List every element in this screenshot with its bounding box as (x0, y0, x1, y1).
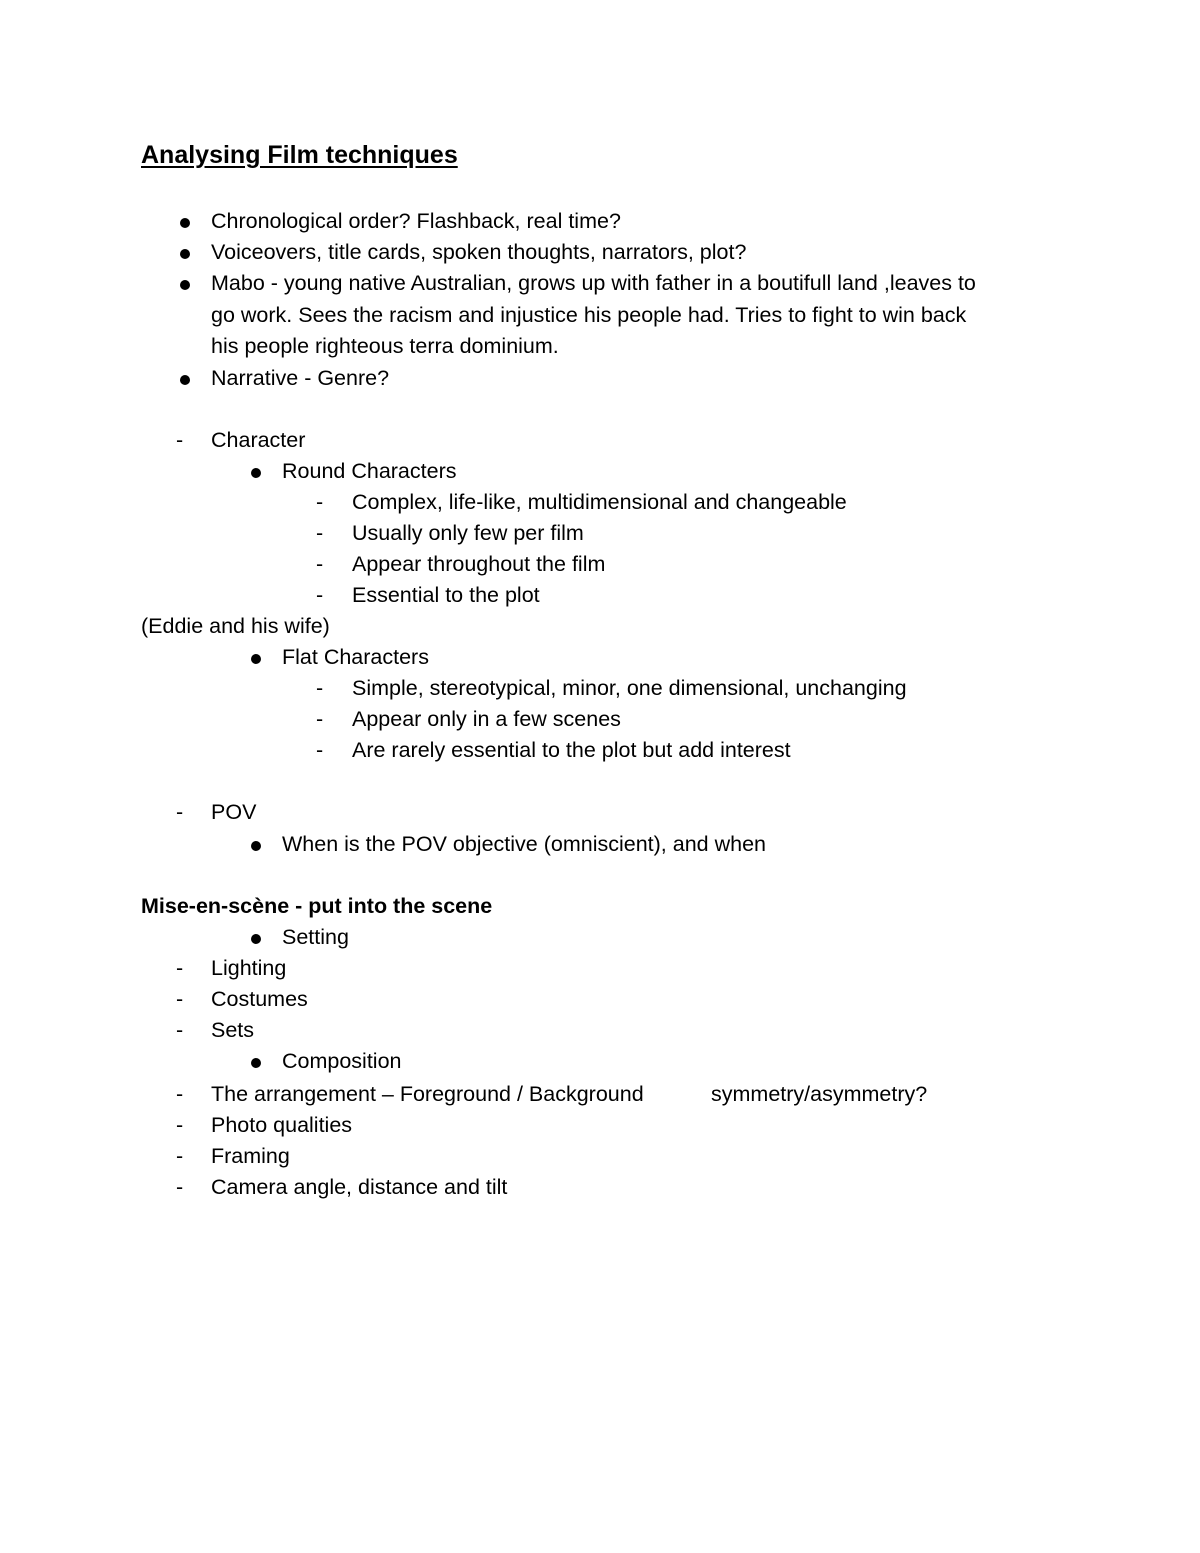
flat-point: Are rarely essential to the plot but add interest (352, 738, 791, 762)
round-characters-label: Round Characters (282, 459, 457, 483)
dash-marker: - (316, 676, 324, 700)
pov-heading: POV (211, 800, 257, 824)
intro-bullet-text-continued: his people righteous terra dominium. (211, 334, 559, 358)
intro-bullet-text: Mabo - young native Australian, grows up with father in a boutifull land ,leaves to (211, 271, 976, 295)
intro-bullet-text: Narrative - Genre? (211, 366, 390, 390)
dash-marker: - (316, 490, 324, 514)
dash-marker: - (316, 521, 324, 545)
flat-point: Appear only in a few scenes (352, 707, 621, 731)
intro-bullet-text: Voiceovers, title cards, spoken thoughts, narrators, plot? (211, 240, 747, 264)
arrangement-extra-text: symmetry/asymmetry? (711, 1082, 928, 1106)
composition-point: Framing (211, 1144, 290, 1168)
bullet-icon (251, 934, 261, 944)
dash-marker: - (316, 738, 324, 762)
document-title: Analysing Film techniques (141, 141, 458, 169)
setting-point: Lighting (211, 956, 287, 980)
setting-point: Sets (211, 1018, 255, 1042)
dash-marker: - (176, 800, 184, 824)
round-point: Usually only few per film (352, 521, 584, 545)
character-note: (Eddie and his wife) (141, 614, 330, 638)
flat-point: Simple, stereotypical, minor, one dimensional, unchanging (352, 676, 907, 700)
intro-bullet-text-continued: go work. Sees the racism and injustice his people had. Tries to fight to win back (211, 303, 967, 327)
bullet-icon (180, 218, 190, 228)
dash-marker: - (176, 1082, 184, 1106)
bullet-icon (180, 375, 190, 385)
mise-en-scene-heading: Mise-en-scène - put into the scene (141, 894, 493, 918)
dash-marker: - (176, 987, 184, 1011)
setting-point: Costumes (211, 987, 308, 1011)
dash-marker: - (316, 552, 324, 576)
dash-marker: - (176, 1175, 184, 1199)
dash-marker: - (316, 707, 324, 731)
bullet-icon (251, 841, 261, 851)
arrangement-text: The arrangement – Foreground / Background (211, 1082, 644, 1106)
round-point: Appear throughout the film (352, 552, 606, 576)
round-point: Essential to the plot (352, 583, 540, 607)
dash-marker: - (176, 956, 184, 980)
character-heading: Character (211, 428, 306, 452)
bullet-icon (251, 654, 261, 664)
dash-marker: - (176, 1144, 184, 1168)
composition-point: Photo qualities (211, 1113, 353, 1137)
dash-marker: - (176, 428, 184, 452)
bullet-icon (251, 1058, 261, 1068)
bullet-icon (251, 468, 261, 478)
bullet-icon (180, 249, 190, 259)
composition-point: Camera angle, distance and tilt (211, 1175, 508, 1199)
dash-marker: - (316, 583, 324, 607)
dash-marker: - (176, 1113, 184, 1137)
composition-label: Composition (282, 1049, 402, 1073)
bullet-icon (180, 280, 190, 290)
dash-marker: - (176, 1018, 184, 1042)
intro-bullet-text: Chronological order? Flashback, real time? (211, 209, 621, 233)
setting-label: Setting (282, 925, 349, 949)
flat-characters-label: Flat Characters (282, 645, 429, 669)
round-point: Complex, life-like, multidimensional and changeable (352, 490, 847, 514)
pov-point: When is the POV objective (omniscient), and when (282, 832, 766, 856)
